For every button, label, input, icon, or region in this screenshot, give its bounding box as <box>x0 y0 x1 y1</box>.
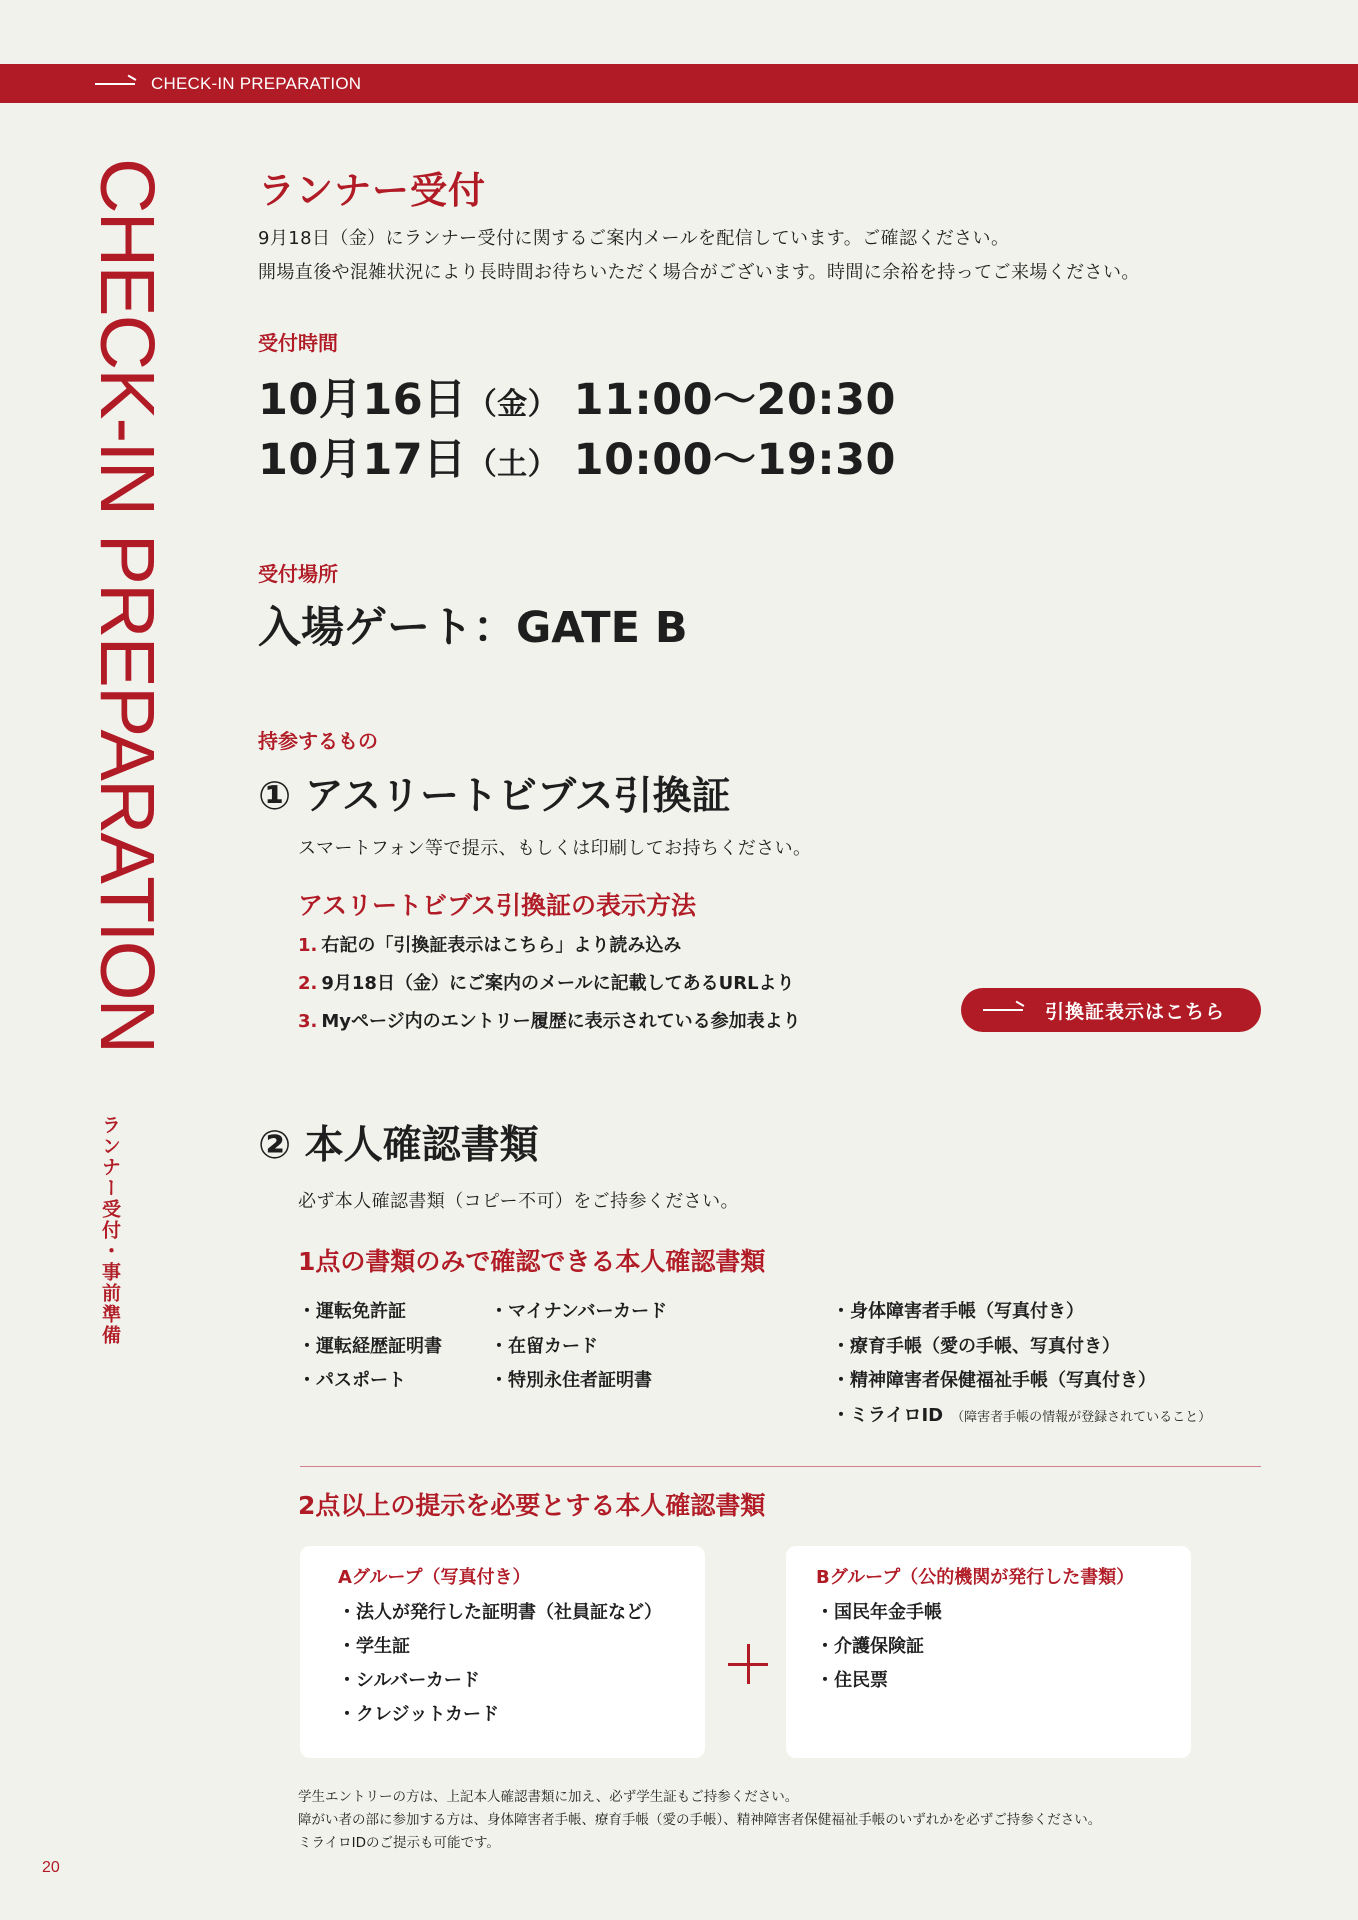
show-voucher-button-label: 引換証表示はこちら <box>1045 1000 1226 1023</box>
footnote-line: ミライロIDのご提示も可能です。 <box>298 1835 500 1851</box>
step-text: 9月18日（金）にご案内のメールに記載してあるURLより <box>321 973 795 994</box>
reception-day: （土） <box>466 447 559 482</box>
section-divider <box>300 1466 1261 1467</box>
show-voucher-button[interactable] <box>961 988 1261 1032</box>
reception-date: 10月17日 <box>258 435 467 485</box>
footnotes <box>298 1786 1101 1855</box>
section-header-label: CHECK-IN PREPARATION <box>151 74 362 93</box>
side-vertical-subtitle: ランナー受付・事前準備 <box>99 1115 121 1346</box>
reception-hours: 10:00〜19:30 <box>573 435 896 485</box>
group-b-list <box>816 1596 942 1698</box>
intro-line-1: 9月18日（金）にランナー受付に関するご案内メールを配信しています。ご確認ください。 <box>258 228 1010 249</box>
bring-label: 持参するもの <box>258 729 378 753</box>
reception-hours: 11:00〜20:30 <box>573 375 896 425</box>
step-item <box>298 968 801 1006</box>
intro-line-2: 開場直後や混雑状況により長時間お待ちいただく場合がございます。時間に余裕を持ってご来場ください。 <box>258 262 1140 283</box>
list-item: ・運転経歴証明書 <box>298 1335 442 1357</box>
mirairo-id-label: ・ミライロID <box>832 1404 944 1426</box>
bib-voucher-title: ① アスリートビブス引換証 <box>258 774 731 819</box>
step-text: Myページ内のエントリー履歴に表示されている参加表より <box>321 1011 801 1032</box>
multi-doc-title: 2点以上の提示を必要とする本人確認書類 <box>298 1491 766 1520</box>
group-b-card <box>786 1546 1191 1758</box>
list-item: ・シルバーカード <box>338 1670 480 1691</box>
bib-voucher-method-title: アスリートビブス引換証の表示方法 <box>298 891 697 920</box>
list-item: ・学生証 <box>338 1636 410 1657</box>
id-documents-title: ② 本人確認書類 <box>258 1123 539 1168</box>
step-text: 右記の「引換証表示はこちら」より読み込み <box>321 935 682 956</box>
list-item: ・療育手帳（愛の手帳、写真付き） <box>832 1335 1120 1357</box>
list-item <box>832 1399 1211 1434</box>
footnote-line: 学生エントリーの方は、上記本人確認書類に加え、必ず学生証もご持参ください。 <box>298 1789 799 1805</box>
step-number: 3. <box>298 1011 318 1032</box>
reception-day: （金） <box>466 387 559 422</box>
group-b-title: Bグループ（公的機関が発行した書類） <box>816 1567 1135 1588</box>
list-item: ・クレジットカード <box>338 1704 500 1725</box>
page-title: ランナー受付 <box>258 169 486 212</box>
single-doc-column-2 <box>490 1295 667 1399</box>
step-item <box>298 1006 801 1044</box>
arrow-right-icon <box>95 83 135 85</box>
step-item <box>298 930 801 968</box>
reception-time-label: 受付時間 <box>258 331 338 355</box>
page-number: 20 <box>42 1859 60 1876</box>
single-doc-column-1 <box>298 1295 442 1399</box>
group-a-title: Aグループ（写真付き） <box>338 1567 531 1588</box>
single-doc-column-3 <box>832 1295 1211 1433</box>
reception-date: 10月16日 <box>258 375 467 425</box>
list-item: ・法人が発行した証明書（社員証など） <box>338 1602 662 1623</box>
list-item: ・パスポート <box>298 1370 406 1391</box>
list-item: ・国民年金手帳 <box>816 1602 942 1623</box>
step-number: 1. <box>298 935 318 956</box>
bib-voucher-description: スマートフォン等で提示、もしくは印刷してお持ちください。 <box>298 838 812 859</box>
group-a-card <box>300 1546 705 1758</box>
plus-icon <box>728 1644 768 1684</box>
step-number: 2. <box>298 973 318 994</box>
list-item: ・身体障害者手帳（写真付き） <box>832 1301 1084 1322</box>
list-item: ・マイナンバーカード <box>490 1301 668 1322</box>
section-header-band <box>0 64 1358 103</box>
reception-place-label: 受付場所 <box>258 562 338 586</box>
list-item: ・住民票 <box>816 1670 888 1691</box>
group-a-list <box>338 1596 662 1732</box>
list-item: ・在留カード <box>490 1335 598 1357</box>
side-vertical-title: CHECK-IN PREPARATION <box>84 158 170 1053</box>
reception-time-row <box>258 366 896 427</box>
arrow-right-icon <box>983 1009 1023 1011</box>
single-doc-title: 1点の書類のみで確認できる本人確認書類 <box>298 1247 766 1276</box>
id-documents-description: 必ず本人確認書類（コピー不可）をご持参ください。 <box>298 1191 739 1212</box>
list-item: ・介護保険証 <box>816 1636 924 1657</box>
bib-voucher-steps <box>298 930 801 1044</box>
list-item: ・特別永住者証明書 <box>490 1370 652 1391</box>
reception-place-value: 入場ゲート：GATE B <box>258 603 688 653</box>
reception-time-row <box>258 426 896 487</box>
mirairo-id-note: （障害者手帳の情報が登録されていること） <box>951 1409 1212 1425</box>
list-item: ・運転免許証 <box>298 1301 406 1322</box>
footnote-line: 障がい者の部に参加する方は、身体障害者手帳、療育手帳（愛の手帳）、精神障害者保健福祉手帳のいずれかを必ずご持参ください。 <box>298 1812 1102 1828</box>
list-item: ・精神障害者保健福祉手帳（写真付き） <box>832 1370 1156 1391</box>
